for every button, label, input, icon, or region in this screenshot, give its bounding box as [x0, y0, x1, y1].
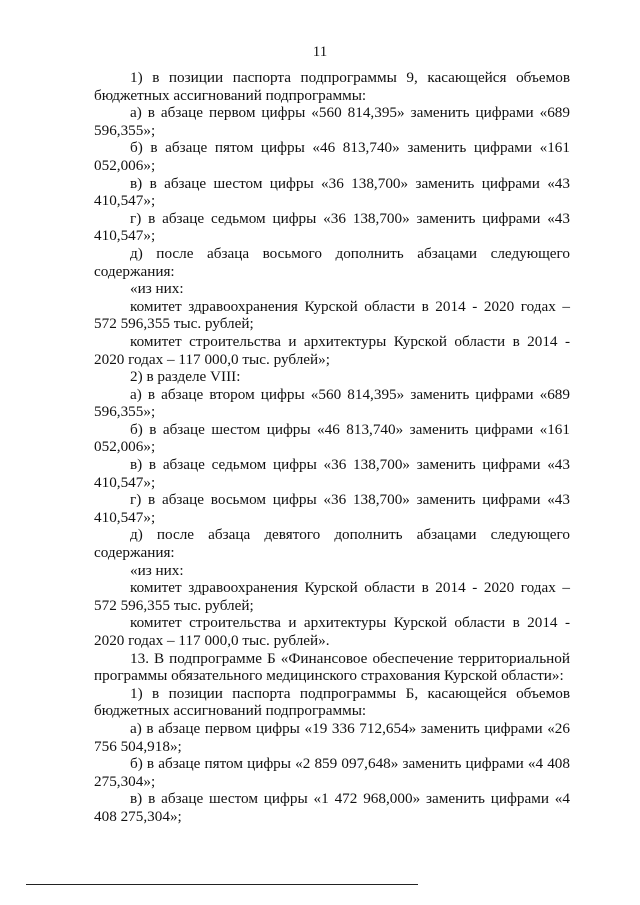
- paragraph-10: 2) в разделе VIII:: [130, 368, 241, 386]
- page-number: 11: [312, 44, 328, 60]
- paragraph-2: а) в абзаце первом цифры «560 814,395» заменить цифрами «689 596,355»;: [94, 104, 570, 139]
- paragraph-23: в) в абзаце шестом цифры «1 472 968,000» заменить цифрами «4 408 275,304»;: [94, 790, 570, 825]
- paragraph-12: б) в абзаце шестом цифры «46 813,740» заменить цифрами «161 052,006»;: [94, 420, 570, 456]
- paragraph-3: б) в абзаце пятом цифры «46 813,740» заменить цифрами «161 052,006»;: [94, 139, 570, 174]
- paragraph-18: комитет строительства и архитектуры Курской области в 2014 - 2020 годах – 117 000,0 тыс. рублей».: [94, 614, 570, 649]
- footer-rule: [26, 884, 418, 885]
- paragraph-8: комитет здравоохранения Курской области в 2014 - 2020 годах – 572 596,355 тыс. рублей;: [94, 297, 570, 333]
- paragraph-20: 1) в позиции паспорта подпрограммы Б, касающейся объемов бюджетных ассигнований подпрограммы:: [94, 684, 570, 720]
- paragraph-19: 13. В подпрограмме Б «Финансовое обеспечение территориальной программы обязательного медицинского страхования Курской области»:: [94, 649, 570, 685]
- paragraph-6: д) после абзаца восьмого дополнить абзацами следующего содержания:: [94, 244, 570, 280]
- paragraph-15: д) после абзаца девятого дополнить абзацами следующего содержания:: [94, 526, 570, 562]
- document-body: [94, 69, 570, 826]
- paragraph-9: комитет строительства и архитектуры Курской области в 2014 - 2020 годах – 117 000,0 тыс. рублей»;: [94, 332, 570, 368]
- paragraph-14: г) в абзаце восьмом цифры «36 138,700» заменить цифрами «43 410,547»;: [94, 491, 570, 526]
- paragraph-22: б) в абзаце пятом цифры «2 859 097,648» заменить цифрами «4 408 275,304»;: [94, 755, 570, 790]
- paragraph-4: в) в абзаце шестом цифры «36 138,700» заменить цифрами «43 410,547»;: [94, 174, 570, 210]
- paragraph-17: комитет здравоохранения Курской области в 2014 - 2020 годах – 572 596,355 тыс. рублей;: [94, 579, 570, 614]
- paragraph-13: в) в абзаце седьмом цифры «36 138,700» заменить цифрами «43 410,547»;: [94, 456, 570, 491]
- paragraph-5: г) в абзаце седьмом цифры «36 138,700» заменить цифрами «43 410,547»;: [94, 209, 570, 245]
- paragraph-7: «из них:: [130, 280, 184, 298]
- paragraph-16: «из них:: [130, 561, 184, 579]
- paragraph-1: 1) в позиции паспорта подпрограммы 9, касающейся объемов бюджетных ассигнований подпрограммы:: [94, 69, 570, 104]
- paragraph-21: а) в абзаце первом цифры «19 336 712,654» заменить цифрами «26 756 504,918»;: [94, 719, 570, 755]
- paragraph-11: а) в абзаце втором цифры «560 814,395» заменить цифрами «689 596,355»;: [94, 385, 570, 421]
